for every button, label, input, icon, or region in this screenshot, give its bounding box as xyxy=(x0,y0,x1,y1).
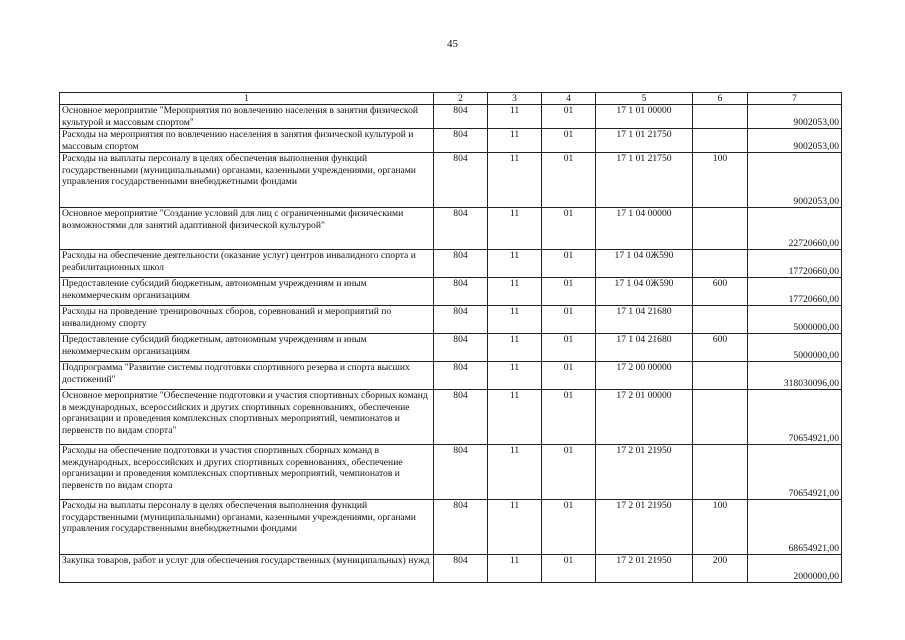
table-row xyxy=(60,390,842,445)
row-csr: 17 2 01 21950 xyxy=(596,555,693,583)
row-csr: 17 1 04 21680 xyxy=(596,306,693,334)
column-header: 7 xyxy=(748,93,842,105)
row-rz: 11 xyxy=(488,129,542,153)
row-csr: 17 2 01 21950 xyxy=(596,445,693,500)
row-gr: 804 xyxy=(434,555,488,583)
row-gr: 804 xyxy=(434,390,488,445)
row-pr: 01 xyxy=(542,445,596,500)
row-sum: 9002053,00 xyxy=(748,129,842,153)
row-rz: 11 xyxy=(488,153,542,208)
row-pr: 01 xyxy=(542,390,596,445)
row-rz: 11 xyxy=(488,250,542,278)
row-pr: 01 xyxy=(542,500,596,555)
row-name: Закупка товаров, работ и услуг для обеспечения государственных (муниципальных) нужд xyxy=(60,555,434,583)
table-row xyxy=(60,306,842,334)
row-pr: 01 xyxy=(542,129,596,153)
row-vr xyxy=(693,445,748,500)
row-gr: 804 xyxy=(434,500,488,555)
row-csr: 17 1 04 0Ж590 xyxy=(596,278,693,306)
row-sum: 9002053,00 xyxy=(748,105,842,129)
row-name: Расходы на мероприятия по вовлечению населения в занятия физической культурой и массовым спортом xyxy=(60,129,434,153)
column-header: 5 xyxy=(596,93,693,105)
row-rz: 11 xyxy=(488,105,542,129)
row-rz: 11 xyxy=(488,334,542,362)
row-pr: 01 xyxy=(542,105,596,129)
table-row xyxy=(60,153,842,208)
row-name: Расходы на проведение тренировочных сборов, соревнований и мероприятий по инвалидному спорту xyxy=(60,306,434,334)
row-pr: 01 xyxy=(542,278,596,306)
page-number: 45 xyxy=(447,38,458,50)
row-csr: 17 2 01 00000 xyxy=(596,390,693,445)
row-rz: 11 xyxy=(488,445,542,500)
header-row xyxy=(60,93,842,105)
row-vr: 600 xyxy=(693,334,748,362)
table-row xyxy=(60,445,842,500)
row-rz: 11 xyxy=(488,278,542,306)
table-row xyxy=(60,555,842,583)
row-csr: 17 1 04 00000 xyxy=(596,208,693,250)
row-gr: 804 xyxy=(434,334,488,362)
row-rz: 11 xyxy=(488,500,542,555)
row-vr: 600 xyxy=(693,278,748,306)
row-name: Основное мероприятие "Мероприятия по вовлечению населения в занятия физической культурой и массовым спортом" xyxy=(60,105,434,129)
column-header: 3 xyxy=(488,93,542,105)
row-sum: 68654921,00 xyxy=(748,500,842,555)
table-row xyxy=(60,334,842,362)
row-csr: 17 1 01 21750 xyxy=(596,129,693,153)
row-vr xyxy=(693,129,748,153)
row-pr: 01 xyxy=(542,555,596,583)
table-row xyxy=(60,105,842,129)
table-row xyxy=(60,250,842,278)
row-vr xyxy=(693,390,748,445)
row-gr: 804 xyxy=(434,445,488,500)
row-gr: 804 xyxy=(434,278,488,306)
row-gr: 804 xyxy=(434,362,488,390)
row-sum: 17720660,00 xyxy=(748,250,842,278)
row-sum: 2000000,00 xyxy=(748,555,842,583)
row-csr: 17 1 01 00000 xyxy=(596,105,693,129)
row-rz: 11 xyxy=(488,362,542,390)
row-sum: 5000000,00 xyxy=(748,334,842,362)
row-name: Расходы на выплаты персоналу в целях обеспечения выполнения функций государственными (муниципальными) органами, казенными учреждениями, органами управления государственными внебюджетными фондами xyxy=(60,153,434,208)
row-sum: 5000000,00 xyxy=(748,306,842,334)
row-name: Предоставление субсидий бюджетным, автономным учреждениям и иным некоммерческим организациям xyxy=(60,334,434,362)
row-gr: 804 xyxy=(434,306,488,334)
row-vr: 100 xyxy=(693,500,748,555)
column-header: 2 xyxy=(434,93,488,105)
row-sum: 17720660,00 xyxy=(748,278,842,306)
table-row xyxy=(60,208,842,250)
row-vr xyxy=(693,250,748,278)
row-csr: 17 1 04 0Ж590 xyxy=(596,250,693,278)
row-name: Основное мероприятие "Создание условий для лиц с ограниченными физическими возможностями для занятий адаптивной физической культурой" xyxy=(60,208,434,250)
table-row xyxy=(60,362,842,390)
row-csr: 17 1 01 21750 xyxy=(596,153,693,208)
row-rz: 11 xyxy=(488,555,542,583)
row-vr xyxy=(693,208,748,250)
row-pr: 01 xyxy=(542,362,596,390)
row-pr: 01 xyxy=(542,306,596,334)
column-header: 6 xyxy=(693,93,748,105)
row-gr: 804 xyxy=(434,153,488,208)
row-gr: 804 xyxy=(434,105,488,129)
column-header: 1 xyxy=(60,93,434,105)
column-header: 4 xyxy=(542,93,596,105)
row-gr: 804 xyxy=(434,129,488,153)
row-vr xyxy=(693,306,748,334)
row-csr: 17 1 04 21680 xyxy=(596,334,693,362)
row-name: Подпрограмма "Развитие системы подготовки спортивного резерва и спорта высших достижений" xyxy=(60,362,434,390)
row-gr: 804 xyxy=(434,250,488,278)
budget-table xyxy=(59,92,842,583)
row-pr: 01 xyxy=(542,334,596,362)
row-sum: 22720660,00 xyxy=(748,208,842,250)
row-sum: 70654921,00 xyxy=(748,390,842,445)
table-row xyxy=(60,278,842,306)
row-vr xyxy=(693,362,748,390)
row-csr: 17 2 01 21950 xyxy=(596,500,693,555)
row-name: Расходы на обеспечение подготовки и участия спортивных сборных команд в международных, всероссийских и других спортивных соревнованиях, обеспечение организации и проведения комплексных спортивных мероприятий, чемпионатов и первенств по видам спорта xyxy=(60,445,434,500)
table-row xyxy=(60,500,842,555)
row-vr: 200 xyxy=(693,555,748,583)
row-pr: 01 xyxy=(542,250,596,278)
row-pr: 01 xyxy=(542,153,596,208)
table-row xyxy=(60,129,842,153)
row-rz: 11 xyxy=(488,390,542,445)
row-name: Предоставление субсидий бюджетным, автономным учреждениям и иным некоммерческим организациям xyxy=(60,278,434,306)
row-gr: 804 xyxy=(434,208,488,250)
row-pr: 01 xyxy=(542,208,596,250)
row-csr: 17 2 00 00000 xyxy=(596,362,693,390)
row-sum: 70654921,00 xyxy=(748,445,842,500)
row-vr xyxy=(693,105,748,129)
row-rz: 11 xyxy=(488,208,542,250)
row-name: Расходы на выплаты персоналу в целях обеспечения выполнения функций государственными (муниципальными) органами, казенными учреждениями, органами управления государственными внебюджетными фондами xyxy=(60,500,434,555)
row-name: Основное мероприятие "Обеспечение подготовки и участия спортивных сборных команд в международных, всероссийских и других спортивных соревнованиях, обеспечение организации и проведения комплексных спортивных мероприятий, чемпионатов и первенств по видам спорта" xyxy=(60,390,434,445)
row-sum: 318030096,00 xyxy=(748,362,842,390)
row-rz: 11 xyxy=(488,306,542,334)
row-sum: 9002053,00 xyxy=(748,153,842,208)
row-vr: 100 xyxy=(693,153,748,208)
row-name: Расходы на обеспечение деятельности (оказание услуг) центров инвалидного спорта и реабилитационных школ xyxy=(60,250,434,278)
